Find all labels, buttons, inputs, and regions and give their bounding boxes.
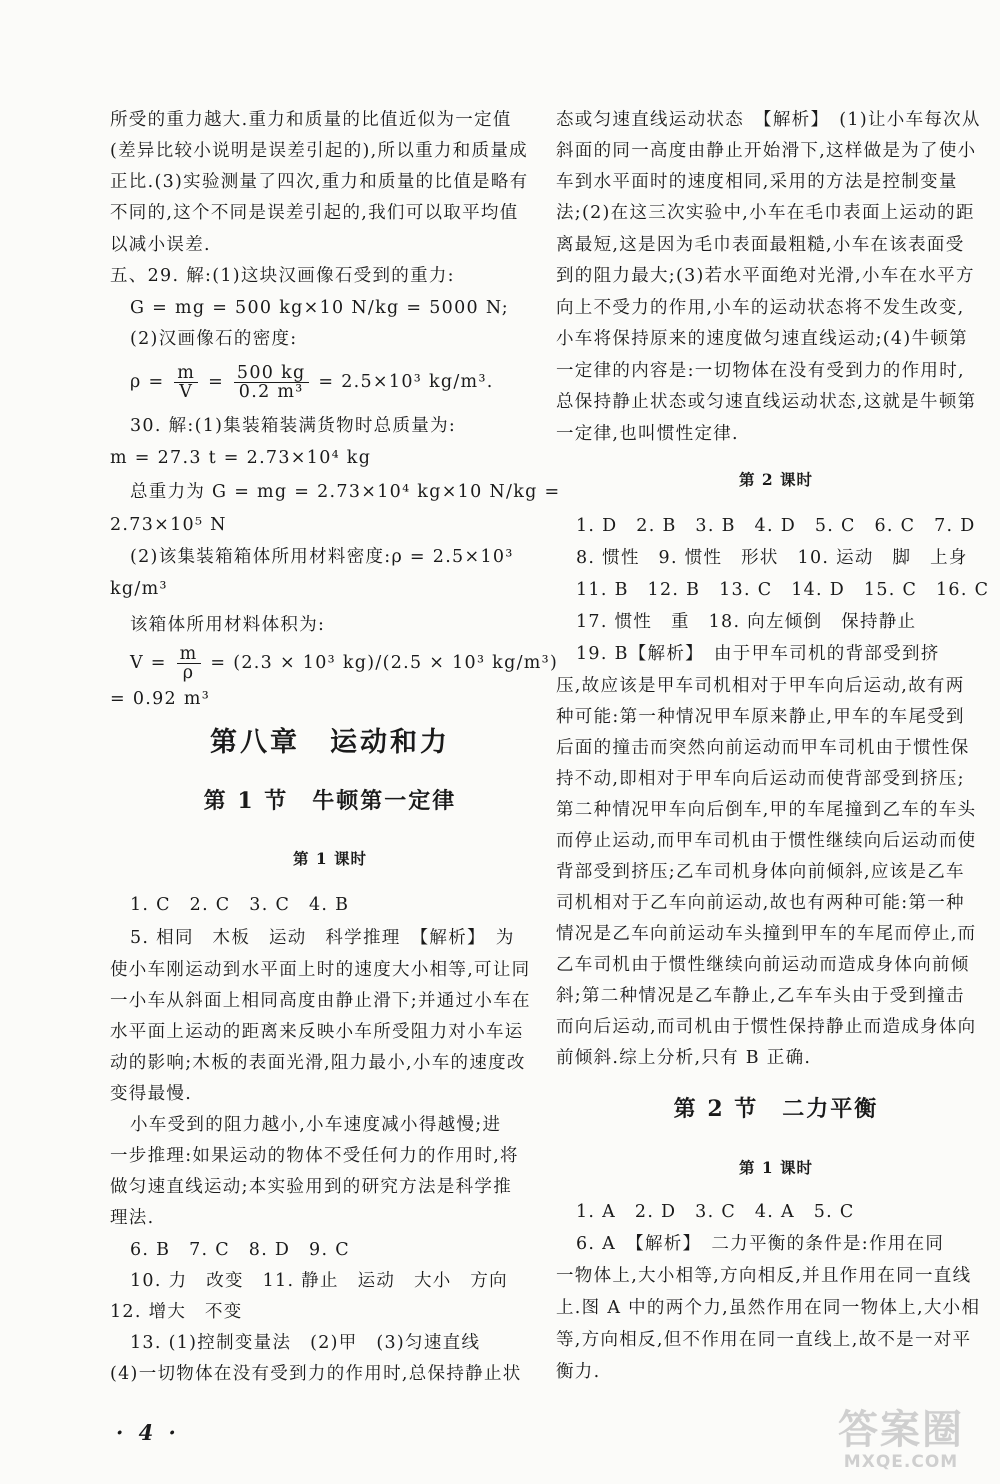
lesson-title: 第 2 课时 <box>738 470 814 489</box>
text-line: 以减小误差. <box>110 235 211 255</box>
text-line: 前倾斜.综上分析,只有 B 正确. <box>556 1048 812 1068</box>
text-line: 小车受到的阻力越小,小车速度减小得越慢;进 <box>130 1115 502 1135</box>
answer-line: 12. 增大 不变 <box>110 1302 243 1322</box>
answer-line: 13. (1)控制变量法 (2)甲 (3)匀速直线 <box>130 1333 481 1353</box>
density-formula: ρ = $\frac{m}{V}$ = $\frac{500 kg}{\text{0.2 m³}}$ = 2.5×10³ kg/m³. <box>130 363 494 402</box>
text-line: 一物体上,大小相等,方向相反,并且作用在同一直线 <box>556 1266 972 1286</box>
answer-line: 11. B 12. B 13. C 14. D 15. C 16. C <box>576 580 990 600</box>
left-column <box>110 0 561 1484</box>
text-line: 该箱体所用材料体积为: <box>130 615 326 635</box>
answer-29: 五、29. 解:(1)这块汉画像石受到的重力: <box>110 266 455 286</box>
formula-line: G = mg = 500 kg×10 N/kg = 5000 N; <box>130 298 510 318</box>
answer-line: 6. A 【解析】 二力平衡的条件是:作用在同 <box>576 1234 945 1254</box>
text-line: 动的影响;木板的表面光滑,阻力最小,小车的速度改 <box>110 1053 526 1073</box>
text-line: 第二种情况甲车向后倒车,甲的车尾撞到乙车的车头 <box>556 800 977 820</box>
text-line: 后面的撞击而突然向前运动而甲车司机由于惯性保 <box>556 738 970 758</box>
text-line: 态或匀速直线运动状态 【解析】 (1)让小车每次从 <box>556 110 981 130</box>
text-line: 一定律,也叫惯性定律. <box>556 424 739 444</box>
answer-30: 30. 解:(1)集装箱装满货物时总质量为: <box>130 416 457 436</box>
text-line: 司机相对于乙车向前运动,故也有两种可能:第一种 <box>556 893 965 913</box>
answer-line: 10. 力 改变 11. 静止 运动 大小 方向 <box>130 1271 508 1291</box>
text-line: kg/m³ <box>110 579 168 599</box>
text-line: 到的阻力最大;(3)若水平面绝对光滑,小车在水平方 <box>556 266 975 286</box>
text-line: 水平面上运动的距离来反映小车所受阻力对小车运 <box>110 1022 524 1042</box>
text-line: 而向后运动,而司机由于惯性保持静止而造成身体向 <box>556 1017 977 1037</box>
watermark-url: MXQE.COM <box>843 1452 959 1472</box>
text-line: 所受的重力越大.重力和质量的比值近似为一定值 <box>110 110 512 130</box>
text-line: 斜面的同一高度由静止开始滑下,这样做是为了使小 <box>556 141 977 161</box>
answer-line: 8. 惯性 9. 惯性 形状 10. 运动 脚 上身 <box>576 548 968 568</box>
text-line: 小车将保持原来的速度做匀速直线运动;(4)牛顿第 <box>556 329 968 349</box>
text-line: (2)汉画像石的密度: <box>130 329 298 349</box>
text-line: 一步推理:如果运动的物体不受任何力的作用时,将 <box>110 1146 519 1166</box>
text-line: 压,故应该是甲车司机相对于甲车向后运动,故有两 <box>556 676 965 696</box>
answer-line: 5. 相同 木板 运动 科学推理 【解析】 为 <box>130 928 515 948</box>
fraction: $\frac{m}{V}$ <box>174 364 198 401</box>
text-line: 而停止运动,而甲车司机由于惯性继续向后运动而使 <box>556 831 977 851</box>
lesson-title: 第 1 课时 <box>738 1158 814 1177</box>
text-line: 法;(2)在这三次实验中,小车在毛巾表面上运动的距 <box>556 203 975 223</box>
formula-line: 总重力为 G = mg = 2.73×10⁴ kg×10 N/kg = <box>130 482 561 502</box>
text-line: 车到水平面时的速度相同,采用的方法是控制变量 <box>556 172 958 192</box>
watermark-brand: 答案圈 <box>838 1407 964 1453</box>
text-line: 一小车从斜面上相同高度由静止滑下;并通过小车在 <box>110 991 531 1011</box>
text-line: 背部受到挤压;乙车司机身体向前倾斜,应该是乙车 <box>556 862 965 882</box>
text-line: 情况是乙车向前运动车头撞到甲车的车尾而停止,而 <box>556 924 977 944</box>
text-line: 不同的,这个不同是误差引起的,我们可以取平均值 <box>110 203 519 223</box>
lesson-title: 第 1 课时 <box>292 849 368 868</box>
text-line: (2)该集装箱箱体所用材料密度:ρ = 2.5×10³ <box>130 547 514 567</box>
page-number: · 4 · <box>116 1420 180 1445</box>
text-line: 做匀速直线运动;本实验用到的研究方法是科学推 <box>110 1177 512 1197</box>
text-line: (差异比较小说明是误差引起的),所以重力和质量成 <box>110 141 528 161</box>
watermark-logo <box>812 1408 990 1478</box>
text-line: 正比.(3)实验测量了四次,重力和质量的比值是略有 <box>110 172 529 192</box>
text-line: 使小车刚运动到水平面上时的速度大小相等,可让同 <box>110 960 531 980</box>
text-line: 持不动,即相对于甲车向后运动而使背部受到挤压; <box>556 769 965 789</box>
answer-line: 6. B 7. C 8. D 9. C <box>130 1240 350 1260</box>
text-line: 乙车司机由于惯性继续向前运动而造成身体向前倾 <box>556 955 970 975</box>
text-line: 向上不受力的作用,小车的运动状态将不发生改变, <box>556 298 965 318</box>
fraction: $\frac{m}{\rho}$ <box>177 645 201 682</box>
text-line: 总保持静止状态或匀速直线运动状态,这就是牛顿第 <box>556 392 977 412</box>
text-line: 一定律的内容是:一切物体在没有受到力的作用时, <box>556 361 965 381</box>
fraction: $\frac{500 kg}{\text{0.2 m³}}$ <box>234 364 309 401</box>
text-line: 离最短,这是因为毛巾表面最粗糙,小车在该表面受 <box>556 235 965 255</box>
text-line: 斜;第二种情况是乙车静止,乙车车头由于受到撞击 <box>556 986 965 1006</box>
text-line: 理法. <box>110 1208 155 1228</box>
text-line: 上.图 A 中的两个力,虽然作用在同一物体上,大小相 <box>556 1298 981 1318</box>
answer-line: 1. A 2. D 3. C 4. A 5. C <box>576 1202 855 1222</box>
section-title: 第 2 节 二力平衡 <box>673 1096 879 1122</box>
answer-line: 1. C 2. C 3. C 4. B <box>130 895 350 915</box>
text-line: 等,方向相反,但不作用在同一直线上,故不是一对平 <box>556 1330 972 1350</box>
answer-line: 19. B【解析】 由于甲车司机的背部受到挤 <box>576 644 940 664</box>
formula-line: = 0.92 m³ <box>110 689 211 709</box>
text-line: 种可能:第一种情况甲车原来静止,甲车的车尾受到 <box>556 707 965 727</box>
formula-line: m = 27.3 t = 2.73×10⁴ kg <box>110 448 372 468</box>
text-line: 变得最慢. <box>110 1084 193 1104</box>
volume-formula: V = $\frac{m}{\rho}$ = (2.3 × 10³ kg)/(2.5 × 10³ kg/m³) <box>130 644 559 683</box>
answer-line: 17. 惯性 重 18. 向左倾倒 保持静止 <box>576 612 917 632</box>
section-title: 第 1 节 牛顿第一定律 <box>203 788 457 814</box>
text-line: 衡力. <box>556 1362 601 1382</box>
formula-line: 2.73×10⁵ N <box>110 515 227 535</box>
answer-line: 1. D 2. B 3. B 4. D 5. C 6. C 7. D <box>576 516 976 536</box>
right-column <box>556 0 996 1484</box>
chapter-title: 第八章 运动和力 <box>210 727 450 758</box>
text-line: (4)一切物体在没有受到力的作用时,总保持静止状 <box>110 1364 522 1384</box>
